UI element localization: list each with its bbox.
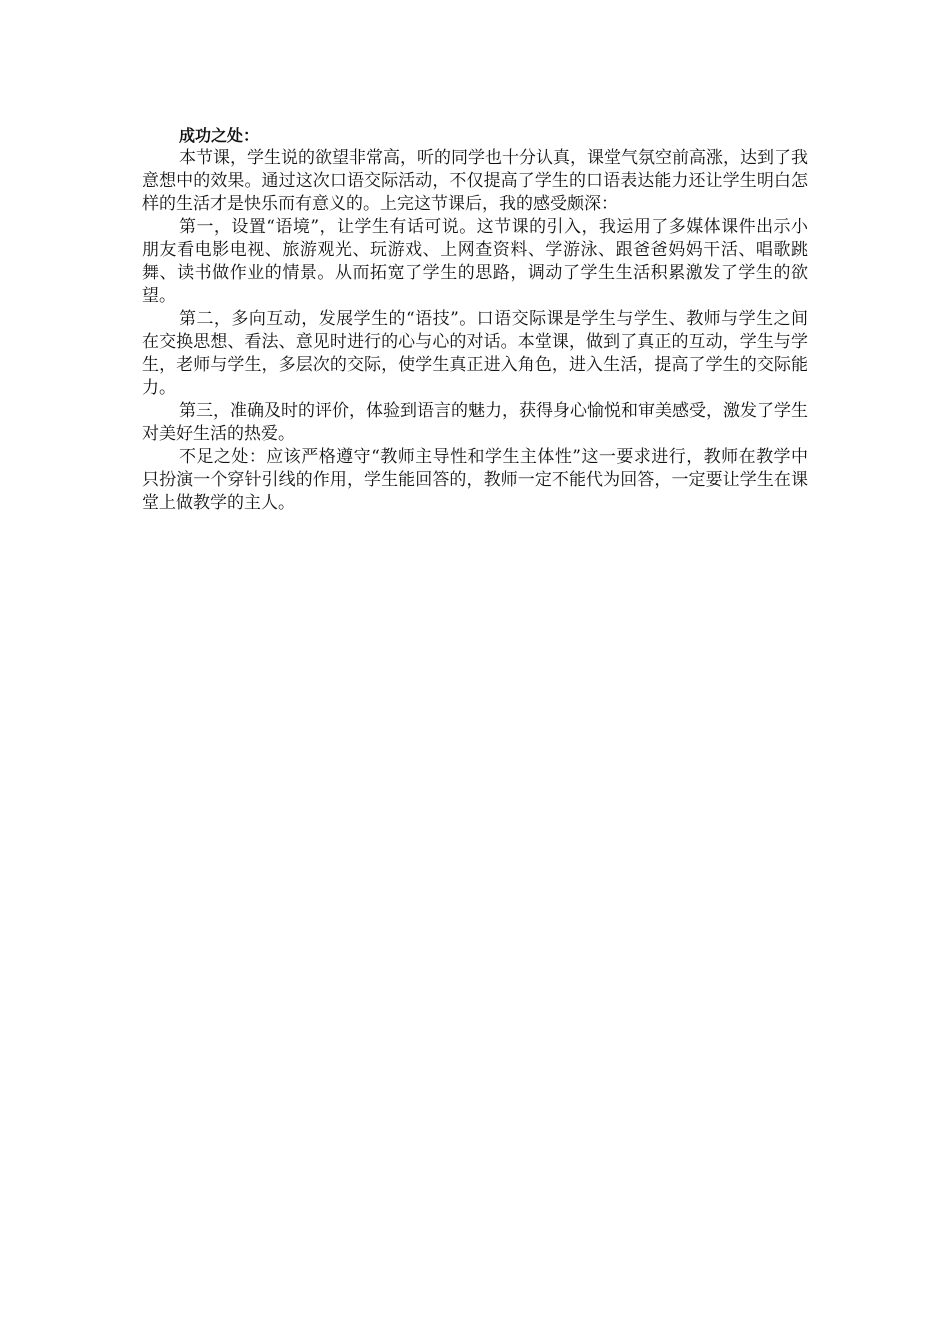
paragraph-shortcomings: 不足之处：应该严格遵守“教师主导性和学生主体性”这一要求进行，教师在教学中只扮演一个穿针引线的作用，学生能回答的，教师一定不能代为回答，一定要让学生在课堂上做教学的主人。 xyxy=(142,447,808,513)
paragraph-point-two: 第二，多向互动，发展学生的“语技”。口语交际课是学生与学生、教师与学生之间在交换思想、看法、意见时进行的心与心的对话。本堂课，做到了真正的互动，学生与学生，老师与学生，多层次的交际，使学生真正进入角色，进入生活，提高了学生的交际能力。 xyxy=(142,309,808,398)
section-heading: 成功之处： xyxy=(179,126,260,145)
document-body xyxy=(142,124,808,515)
paragraph-point-one: 第一，设置“语境”，让学生有话可说。这节课的引入，我运用了多媒体课件出示小朋友看电影电视、旅游观光、玩游戏、上网查资料、学游泳、跟爸爸妈妈干活、唱歌跳舞、读书做作业的情景。从而拓宽了学生的思路，调动了学生生活积累激发了学生的欲望。 xyxy=(142,217,808,306)
paragraph-intro: 本节课，学生说的欲望非常高，听的同学也十分认真，课堂气氛空前高涨，达到了我意想中的效果。通过这次口语交际活动，不仅提高了学生的口语表达能力还让学生明白怎样的生活才是快乐而有意义的。上完这节课后，我的感受颇深： xyxy=(142,148,808,214)
paragraph-point-three: 第三，准确及时的评价，体验到语言的魅力，获得身心愉悦和审美感受，激发了学生对美好生活的热爱。 xyxy=(142,401,808,444)
